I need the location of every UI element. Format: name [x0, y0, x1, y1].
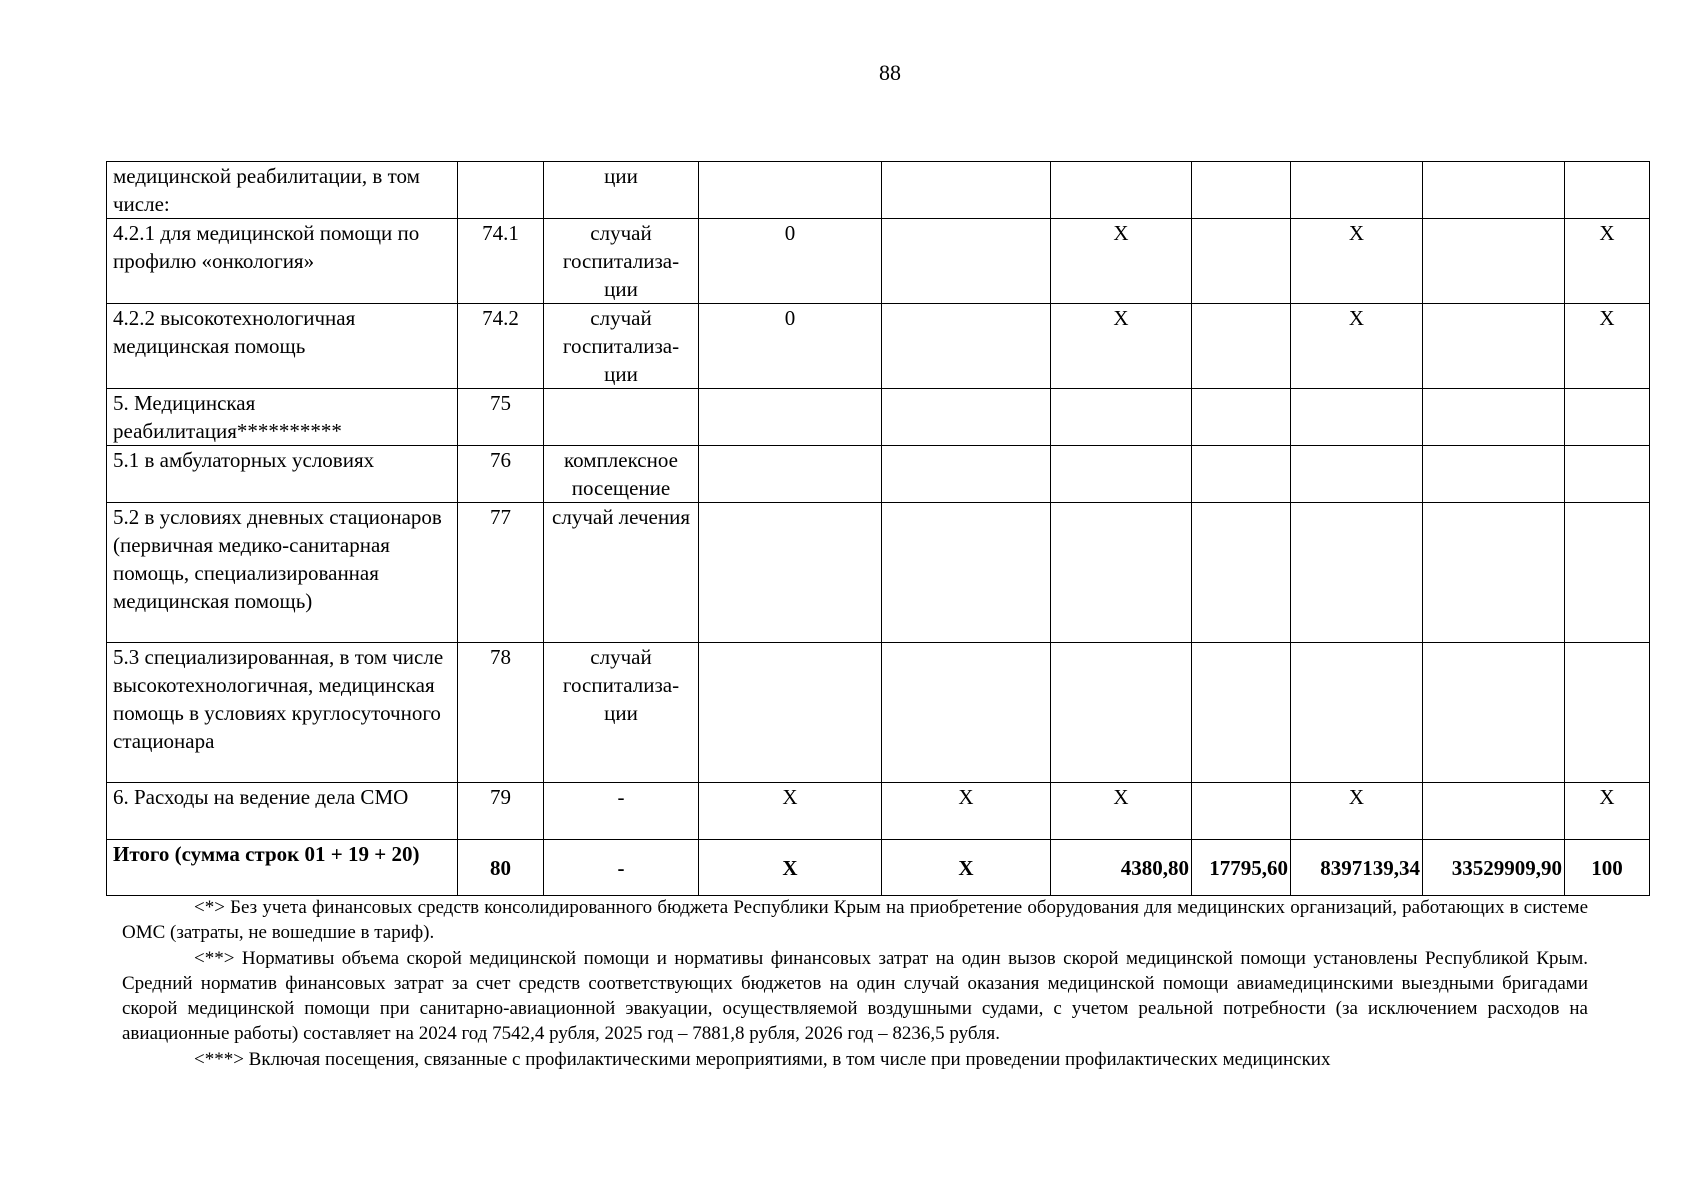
cell-value: [1051, 643, 1192, 783]
total-code: 80: [458, 840, 544, 896]
row-unit: [544, 389, 699, 446]
cell-value: [699, 446, 882, 503]
footnote: <***> Включая посещения, связанные с профилактическими мероприятиями, в том числе при проведении профилактических медицинских: [194, 1049, 1331, 1070]
row-code: 77: [458, 503, 544, 643]
cell-value: [1565, 503, 1650, 643]
row-code: 74.1: [458, 219, 544, 304]
cell-value: [1565, 162, 1650, 219]
row-name: 5.1 в амбулаторных условиях: [107, 446, 458, 503]
row-code: 79: [458, 783, 544, 840]
cell-value: X: [1291, 219, 1423, 304]
cell-value: [699, 389, 882, 446]
cell-value: [882, 643, 1051, 783]
cell-value: [1423, 446, 1565, 503]
cell-value: [1192, 783, 1291, 840]
cell-value: X: [1051, 219, 1192, 304]
cell-value: [882, 446, 1051, 503]
row-name: 4.2.2 высокотехнологичная медицинская помощь: [107, 304, 458, 389]
row-unit: -: [544, 783, 699, 840]
cell-value: [882, 219, 1051, 304]
row-unit: случай госпитализа-ции: [544, 219, 699, 304]
cell-value: X: [1051, 783, 1192, 840]
cell-value: [1423, 219, 1565, 304]
cell-value: [1291, 162, 1423, 219]
cell-value: 0: [699, 219, 882, 304]
cell-value: [1192, 219, 1291, 304]
footnotes: [122, 895, 1588, 1073]
table-row: [107, 643, 1650, 783]
total-value: 33529909,90: [1423, 840, 1565, 896]
cell-value: [1291, 503, 1423, 643]
row-name: 5.2 в условиях дневных стационаров (первичная медико-санитарная помощь, специализированная медицинская помощь): [107, 503, 458, 643]
table-row: [107, 783, 1650, 840]
cell-value: X: [699, 783, 882, 840]
cell-value: [1192, 389, 1291, 446]
table-body: [107, 162, 1650, 896]
row-name: 6. Расходы на ведение дела СМО: [107, 783, 458, 840]
table-row: [107, 446, 1650, 503]
row-unit: комплексное посещение: [544, 446, 699, 503]
cell-value: [1565, 643, 1650, 783]
cell-value: [1192, 643, 1291, 783]
page-number: 88: [879, 60, 901, 85]
row-name: 5. Медицинская реабилитация**********: [107, 389, 458, 446]
cell-value: [1291, 446, 1423, 503]
cell-value: [1423, 643, 1565, 783]
cell-value: [1051, 446, 1192, 503]
row-code: [458, 162, 544, 219]
total-value: 4380,80: [1051, 840, 1192, 896]
cell-value: [1565, 389, 1650, 446]
cell-value: 0: [699, 304, 882, 389]
row-code: 78: [458, 643, 544, 783]
row-name: 4.2.1 для медицинской помощи по профилю «онкология»: [107, 219, 458, 304]
cell-value: [1423, 304, 1565, 389]
cell-value: X: [1051, 304, 1192, 389]
table-row: [107, 219, 1650, 304]
row-unit: случай госпитализа-ции: [544, 304, 699, 389]
cell-value: [1051, 389, 1192, 446]
cell-value: [882, 162, 1051, 219]
row-code: 76: [458, 446, 544, 503]
cell-value: X: [882, 783, 1051, 840]
table-row: [107, 389, 1650, 446]
cell-value: [1423, 389, 1565, 446]
row-code: 75: [458, 389, 544, 446]
row-unit: случай госпитализа-ции: [544, 643, 699, 783]
cell-value: [1291, 643, 1423, 783]
cell-value: [882, 304, 1051, 389]
cell-value: [1291, 389, 1423, 446]
row-code: 74.2: [458, 304, 544, 389]
cell-value: [699, 162, 882, 219]
total-value: X: [882, 840, 1051, 896]
footnote: <*> Без учета финансовых средств консолидированного бюджета Республики Крым на приобретение оборудования для медицинских организаций, работающих в системе ОМС (затраты, не вошедшие в тариф).: [122, 897, 1588, 943]
total-unit: -: [544, 840, 699, 896]
cell-value: [1192, 304, 1291, 389]
cell-value: [1423, 783, 1565, 840]
table-row: [107, 304, 1650, 389]
row-unit: ции: [544, 162, 699, 219]
table-row: [107, 503, 1650, 643]
cell-value: [1051, 503, 1192, 643]
cell-value: [1192, 162, 1291, 219]
cell-value: [1192, 503, 1291, 643]
cell-value: [1565, 446, 1650, 503]
financing-table: [106, 161, 1650, 896]
total-value: 100: [1565, 840, 1650, 896]
row-name: медицинской реабилитации, в том числе:: [107, 162, 458, 219]
total-value: 17795,60: [1192, 840, 1291, 896]
cell-value: [882, 503, 1051, 643]
cell-value: [1423, 162, 1565, 219]
row-unit: случай лечения: [544, 503, 699, 643]
cell-value: X: [1565, 783, 1650, 840]
total-row: [107, 840, 1650, 896]
cell-value: X: [1291, 783, 1423, 840]
row-name: 5.3 специализированная, в том числе высокотехнологичная, медицинская помощь в условиях круглосуточного стационара: [107, 643, 458, 783]
cell-value: [1192, 446, 1291, 503]
footnote: <**> Нормативы объема скорой медицинской помощи и нормативы финансовых затрат на один вызов скорой медицинской помощи установлены Республикой Крым. Средний норматив финансовых затрат за счет средств соответствующих бюджетов на один случай оказания медицинской помощи авиамедицинскими выездными бригадами скорой медицинской помощи при санитарно-авиационной эвакуации, осуществляемой воздушными судами, с учетом реальной потребности (за исключением расходов на авиационные работы) составляет на 2024 год 7542,4 рубля, 2025 год – 7881,8 рубля, 2026 год – 8236,5 рубля.: [122, 948, 1588, 1044]
cell-value: [1423, 503, 1565, 643]
total-value: X: [699, 840, 882, 896]
cell-value: X: [1565, 219, 1650, 304]
total-label: Итого (сумма строк 01 + 19 + 20): [107, 840, 458, 896]
total-value: 8397139,34: [1291, 840, 1423, 896]
cell-value: [699, 503, 882, 643]
cell-value: [699, 643, 882, 783]
cell-value: [882, 389, 1051, 446]
cell-value: X: [1291, 304, 1423, 389]
cell-value: [1051, 162, 1192, 219]
cell-value: X: [1565, 304, 1650, 389]
table-row: [107, 162, 1650, 219]
